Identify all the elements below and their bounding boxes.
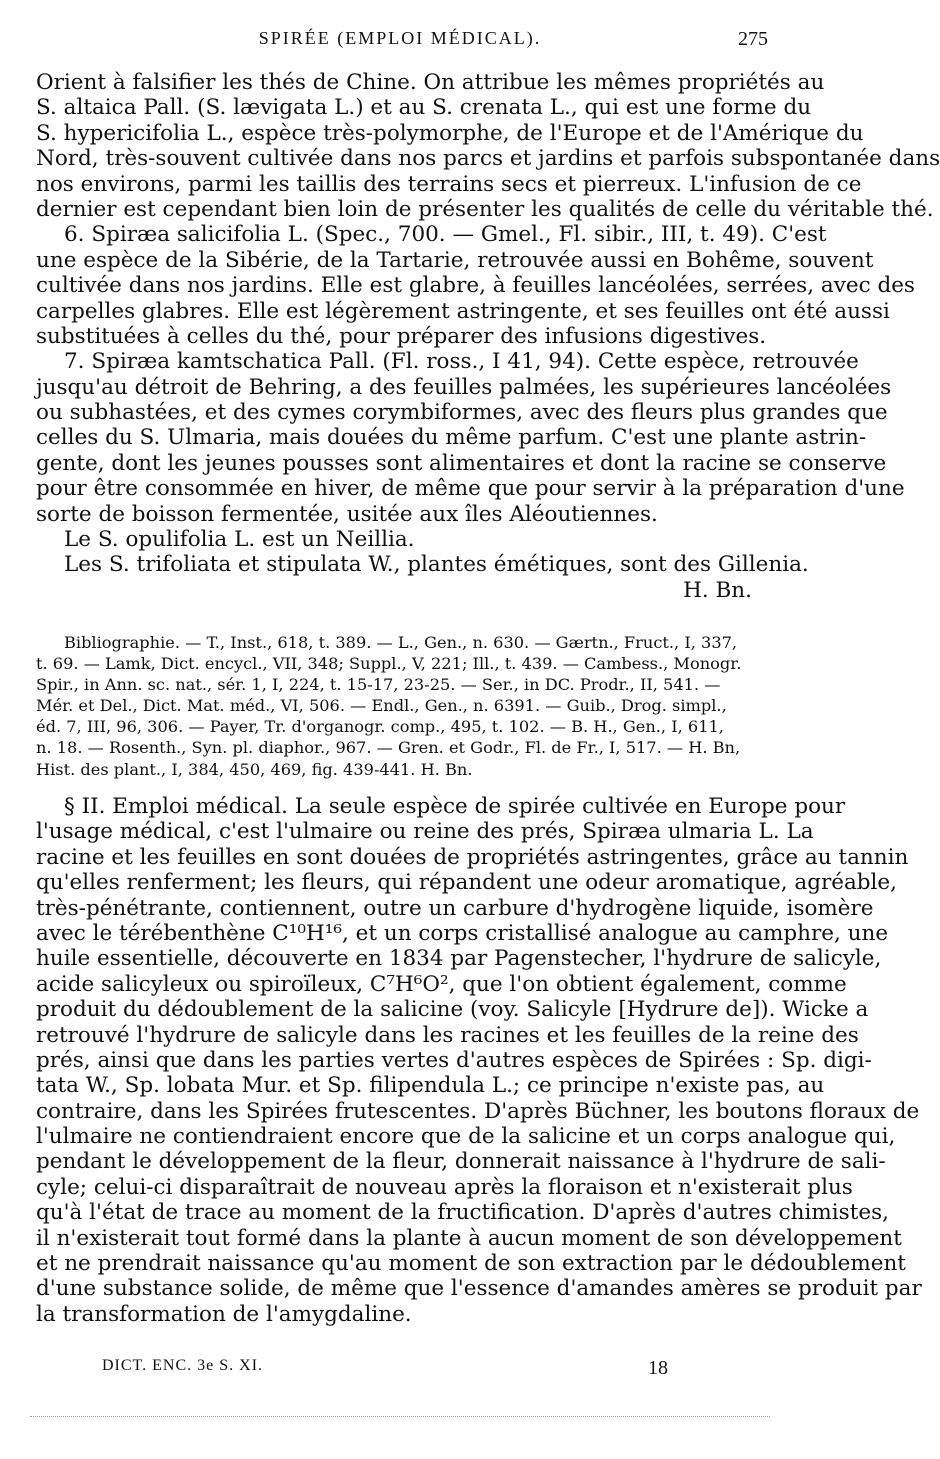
text-line: d'une substance solide, de même que l'essence d'amandes amères se produit par	[36, 1276, 922, 1302]
text-line: produit du dédoublement de la salicine (voy. Salicyle [Hydrure de]). Wicke a	[36, 997, 869, 1023]
text-line: S. hypericifolia L., espèce très-polymorphe, de l'Europe et de l'Amérique du	[36, 120, 864, 146]
text-line: très-pénétrante, contiennent, outre un carbure d'hydrogène liquide, isomère	[36, 895, 874, 921]
text-line: Orient à falsifier les thés de Chine. On attribue les mêmes propriétés au	[36, 70, 825, 95]
running-header	[0, 28, 800, 58]
text-line: Les S. trifoliata et stipulata W., plantes émétiques, sont des Gillenia.	[64, 552, 809, 578]
bibliography-line: éd. 7, III, 96, 306. — Payer, Tr. d'organogr. comp., 495, t. 102. — B. H., Gen., I, 611,	[36, 717, 724, 737]
text-line: substituées à celles du thé, pour préparer des infusions digestives.	[36, 323, 767, 349]
text-line: l'ulmaire ne contiendraient encore que de la salicine et un corps analogue qui,	[36, 1124, 896, 1150]
text-line: contraire, dans les Spirées frutescentes. D'après Büchner, les boutons floraux de	[36, 1098, 920, 1124]
text-line: il n'existerait tout formé dans la plante à aucun moment de son développement	[36, 1225, 902, 1251]
text-line: l'usage médical, c'est l'ulmaire ou reine des prés, Spiræa ulmaria L. La	[36, 819, 814, 845]
bibliography-line: Mér. et Del., Dict. Mat. méd., VI, 506. — Endl., Gen., n. 6391. — Guib., Drog. simpl.,	[36, 696, 727, 716]
text-line: sorte de boisson fermentée, usitée aux îles Aléoutiennes.	[36, 501, 658, 527]
text-line: qu'elles renferment; les fleurs, qui répandent une odeur aromatique, agréable,	[36, 870, 897, 896]
text-line: une espèce de la Sibérie, de la Tartarie, retrouvée aussi en Bohême, souvent	[36, 247, 874, 273]
text-line: 6. Spiræa salicifolia L. (Spec., 700. — Gmel., Fl. sibir., III, t. 49). C'est	[64, 222, 827, 248]
text-line: pendant le développement de la fleur, donnerait naissance à l'hydrure de sali-	[36, 1149, 886, 1175]
text-line: gente, dont les jeunes pousses sont alimentaires et dont la racine se conserve	[36, 450, 887, 476]
text-line: pour être consommée en hiver, de même que pour servir à la préparation d'une	[36, 476, 905, 502]
author-signature: H. Bn.	[683, 577, 752, 603]
section-heading-line: § II. Emploi médical. La seule espèce de spirée cultivée en Europe pour	[64, 794, 846, 819]
bibliography-block	[36, 632, 770, 780]
text-line: dernier est cependant bien loin de présenter les qualités de celle du véritable thé.	[36, 196, 934, 222]
bottom-divider	[30, 1416, 770, 1417]
text-line: cyle; celui-ci disparaîtrait de nouveau après la floraison et n'existerait plus	[36, 1174, 853, 1200]
page-footer	[0, 1357, 800, 1387]
text-line: huile essentielle, découverte en 1834 par Pagenstecher, l'hydrure de salicyle,	[36, 946, 882, 972]
text-line: cultivée dans nos jardins. Elle est glabre, à feuilles lancéolées, serrées, avec des	[36, 273, 915, 299]
text-line: ou subhastées, et des cymes corymbiformes, avec des fleurs plus grandes que	[36, 400, 888, 426]
text-line: 7. Spiræa kamtschatica Pall. (Fl. ross., I 41, 94). Cette espèce, retrouvée	[64, 349, 859, 375]
text-line: Nord, très-souvent cultivée dans nos parcs et jardins et parfois subspontanée dans	[36, 146, 940, 172]
text-line: la transformation de l'amygdaline.	[36, 1301, 412, 1327]
running-title: SPIRÉE (EMPLOI MÉDICAL).	[258, 28, 542, 48]
text-line: racine et les feuilles en sont douées de propriétés astringentes, grâce au tannin	[36, 844, 909, 870]
text-line: S. altaica Pall. (S. lævigata L.) et au S. crenata L., qui est une forme du	[36, 95, 812, 121]
page-number: 275	[738, 28, 768, 50]
bibliography-line: Bibliographie. — T., Inst., 618, t. 389. — L., Gen., n. 630. — Gærtn., Fruct., I, 337,	[64, 633, 738, 652]
bibliography-line: t. 69. — Lamk, Dict. encycl., VII, 348; Suppl., V, 221; Ill., t. 439. — Cambess., Monogr.	[36, 654, 742, 674]
text-line: nos environs, parmi les taillis des terrains secs et pierreux. L'infusion de ce	[36, 171, 862, 197]
species-text-block	[36, 70, 940, 603]
text-line: avec le térébenthène C¹⁰H¹⁶, et un corps cristallisé analogue au camphre, une	[36, 920, 889, 946]
sheet-signature: DICT. ENC. 3e S. XI.	[102, 1357, 264, 1374]
sheet-number: 18	[648, 1357, 668, 1379]
text-line: qu'à l'état de trace au moment de la fructification. D'après d'autres chimistes,	[36, 1200, 889, 1226]
text-line: prés, ainsi que dans les parties vertes d'autres espèces de Spirées : Sp. digi-	[36, 1047, 872, 1073]
text-line: jusqu'au détroit de Behring, a des feuilles palmées, les supérieures lancéolées	[36, 374, 892, 400]
text-line: retrouvé l'hydrure de salicyle dans les racines et les feuilles de la reine des	[36, 1022, 859, 1048]
bibliography-line: Hist. des plant., I, 384, 450, 469, fig. 439-441. H. Bn.	[36, 759, 473, 779]
bibliography-line: Spir., in Ann. sc. nat., sér. 1, I, 224, t. 15-17, 23-25. — Ser., in DC. Prodr., II, 541. —	[36, 675, 721, 695]
text-line: Le S. opulifolia L. est un Neillia.	[64, 527, 415, 553]
text-line: carpelles glabres. Elle est légèrement astringente, et ses feuilles ont été aussi	[36, 298, 890, 324]
bibliography-line: n. 18. — Rosenth., Syn. pl. diaphor., 967. — Gren. et Godr., Fl. de Fr., I, 517. — H. Bn,	[36, 738, 741, 758]
text-line: acide salicyleux ou spiroïleux, C⁷H⁶O², que l'on obtient également, comme	[36, 971, 847, 997]
text-line: celles du S. Ulmaria, mais douées du même parfum. C'est une plante astrin-	[36, 425, 867, 451]
medical-use-section	[36, 794, 922, 1327]
text-line: tata W., Sp. lobata Mur. et Sp. filipendula L.; ce principe n'existe pas, au	[36, 1073, 825, 1099]
text-line: et ne prendrait naissance qu'au moment de son extraction par le dédoublement	[36, 1251, 906, 1277]
